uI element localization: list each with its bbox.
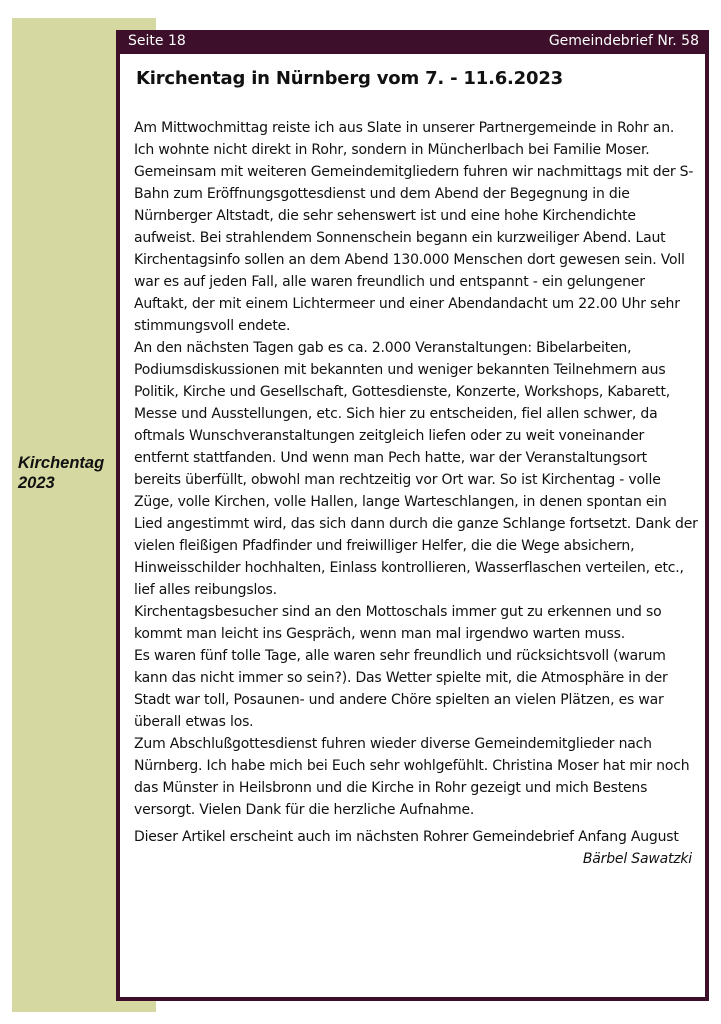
article-paragraph: Am Mittwochmittag reiste ich aus Slate in unserer Partnergemeinde in Rohr an. Ich wohnte nicht direkt in Rohr, sondern in Müncherlbach bei Familie Moser. Gemeinsam mit weiteren Gemeindemitgliedern fuhren wir nachmittags mit der S-Bahn zum Eröffnungsgottesdienst und dem Abend der Begegnung in die Nürnberger Altstadt, die sehr sehenswert ist und eine hohe Kirchendichte aufweist. Bei strahlendem Sonnenschein begann ein kurzweiliger Abend. Laut Kirchentagsinfo sollen an dem Abend 130.000 Menschen dort gewesen sein. Voll war es auf jeden Fall, alle waren freundlich und entspannt - ein gelungener Auftakt, der mit einem Lichtermeer und einer Abendandacht um 22.00 Uhr sehr stimmungsvoll endete. bbox=[134, 120, 694, 334]
page-number: Seite 18 bbox=[128, 33, 186, 49]
section-label-title: Kirchentag bbox=[18, 454, 105, 472]
section-label bbox=[18, 453, 114, 493]
issue-number: Gemeindebrief Nr. 58 bbox=[548, 33, 699, 49]
article-frame bbox=[116, 54, 709, 1001]
author-signature: Bärbel Sawatzki bbox=[582, 851, 692, 867]
section-label-year: 2023 bbox=[18, 474, 55, 492]
article-body bbox=[134, 117, 698, 870]
article-paragraph: Zum Abschlußgottesdienst fuhren wieder diverse Gemeindemitglieder nach Nürnberg. Ich habe mich bei Euch sehr wohlgefühlt. Christina Moser hat mir noch das Münster in Heilsbronn und die Kirche in Rohr gezeigt und mich Bestens versorgt. Vielen Dank für die herzliche Aufnahme. bbox=[134, 736, 690, 818]
article-paragraph: An den nächsten Tagen gab es ca. 2.000 Veranstaltungen: Bibelarbeiten, Podiumsdiskussionen mit bekannten und weniger bekannten Teilnehmern aus Politik, Kirche und Gesellschaft, Gottesdienste, Konzerte, Workshops, Kabarett, Messe und Ausstellungen, etc. Sich hier zu entscheiden, fiel allen schwer, da oftmals Wunschveranstaltungen zeitgleich liefen oder zu weit voneinander entfernt stattfanden. Und wenn man Pech hatte, war der Veranstaltungsort bereits überfüllt, obwohl man rechtzeitig vor Ort war. So ist Kirchentag - volle Züge, volle Kirchen, volle Hallen, lange Warteschlangen, in denen spontan ein Lied angestimmt wird, das sich dann durch die ganze Schlange fortsetzt. Dank der vielen fleißigen Pfadfinder und freiwilliger Helfer, die die Wege absichern, Hinweisschilder hochhalten, Einlass kontrollieren, Wasserflaschen verteilen, etc., lief alles reibungslos. bbox=[134, 340, 698, 598]
closing-text: Dieser Artikel erscheint auch im nächsten Rohrer Gemeindebrief Anfang August bbox=[134, 829, 679, 845]
article-paragraph: Kirchentagsbesucher sind an den Mottoschals immer gut zu erkennen und so kommt man leicht ins Gespräch, wenn man mal irgendwo warten muss. bbox=[134, 604, 662, 642]
article-closing bbox=[134, 826, 698, 867]
page-header bbox=[116, 30, 709, 54]
article-paragraph: Es waren fünf tolle Tage, alle waren sehr freundlich und rücksichtsvoll (warum kann das nicht immer so sein?). Das Wetter spielte mit, die Atmosphäre in der Stadt war toll, Posaunen- und andere Chöre spielten an vielen Plätzen, es war überall etwas los. bbox=[134, 648, 668, 730]
article-title: Kirchentag in Nürnberg vom 7. - 11.6.2023 bbox=[136, 68, 563, 89]
